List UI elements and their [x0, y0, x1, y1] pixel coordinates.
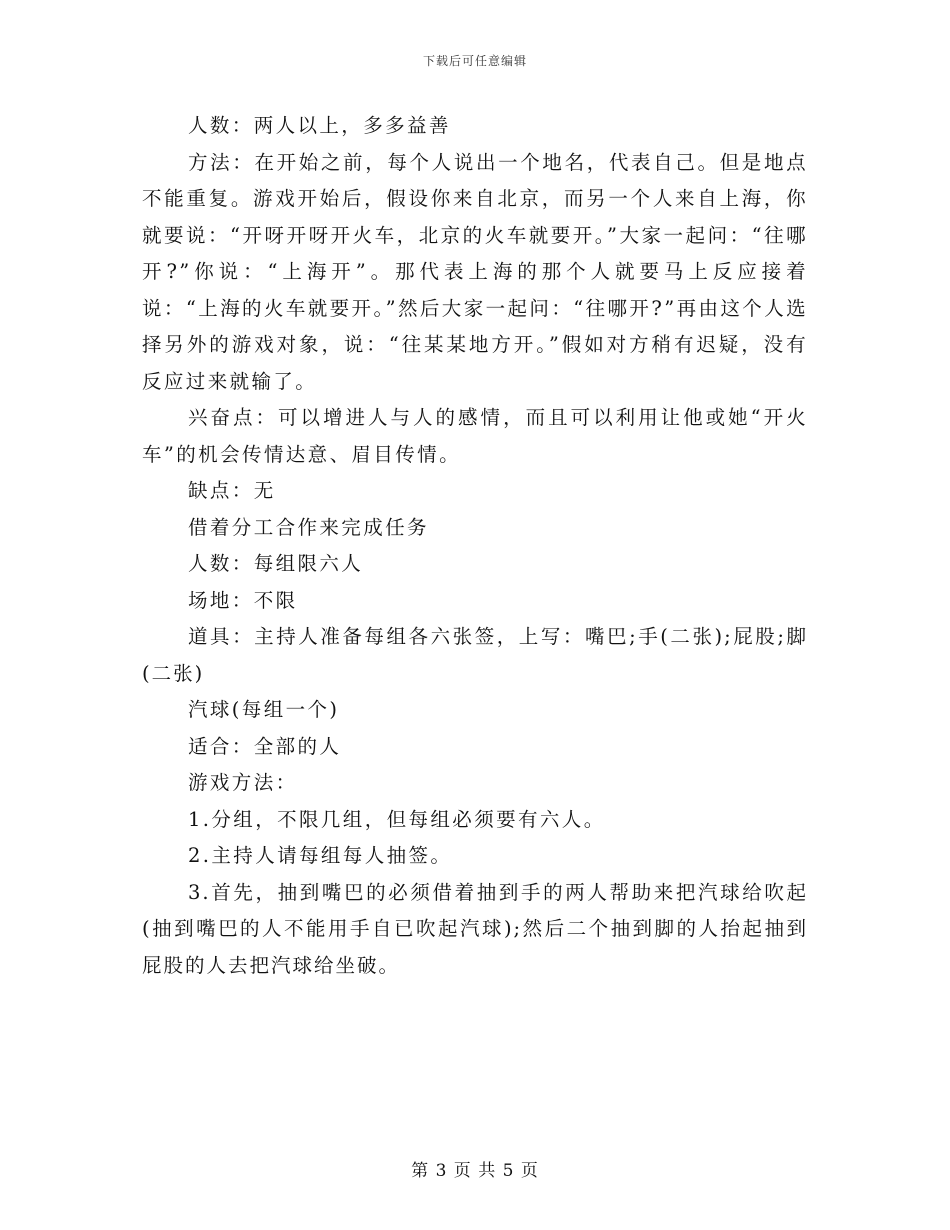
paragraph-step-3: 3.首先，抽到嘴巴的必须借着抽到手的两人帮助来把汽球给吹起(抽到嘴巴的人不能用手自已吹起汽球);然后二个抽到脚的人抬起抽到屁股的人去把汽球给坐破。 — [142, 880, 808, 977]
paragraph-venue: 场地：不限 — [188, 588, 298, 612]
page-header: 下载后可任意编辑 — [422, 54, 527, 68]
paragraph-balloon: 汽球(每组一个) — [188, 698, 340, 721]
paragraph-props: 道具：主持人准备每组各六张签，上写：嘴巴;手(二张);屁股;脚(二张) — [142, 625, 808, 685]
paragraph-step-1: 1.分组，不限几组，但每组必须要有六人。 — [188, 807, 606, 831]
paragraph-section-title: 借着分工合作来完成任务 — [188, 515, 429, 539]
paragraph-method: 方法：在开始之前，每个人说出一个地名，代表自己。但是地点不能重复。游戏开始后，假设你来自北京，而另一个人来自上海，你就要说：“开呀开呀开火车，北京的火车就要开。”大家一起问：“往哪开?”你说：“上海开”。那代表上海的那个人就要马上反应接着说：“上海的火车就要开。”然后大家一起问：“往哪开?”再由这个人选择另外的游戏对象，说：“往某某地方开。”假如对方稍有迟疑，没有反应过来就输了。 — [142, 150, 808, 393]
paragraph-suitable: 适合：全部的人 — [188, 734, 342, 758]
document-body — [142, 108, 808, 984]
page-number-footer: 第 3 页 共 5 页 — [411, 1161, 539, 1181]
paragraph-drawback: 缺点：无 — [188, 479, 276, 502]
paragraph-group-size: 人数：每组限六人 — [188, 552, 364, 575]
paragraph-step-2: 2.主持人请每组每人抽签。 — [188, 844, 453, 867]
paragraph-game-method: 游戏方法： — [188, 771, 298, 794]
paragraph-highlight: 兴奋点：可以增进人与人的感情，而且可以利用让他或她“开火车”的机会传情达意、眉目传情。 — [142, 406, 808, 466]
paragraph-participants: 人数：两人以上，多多益善 — [188, 114, 451, 137]
